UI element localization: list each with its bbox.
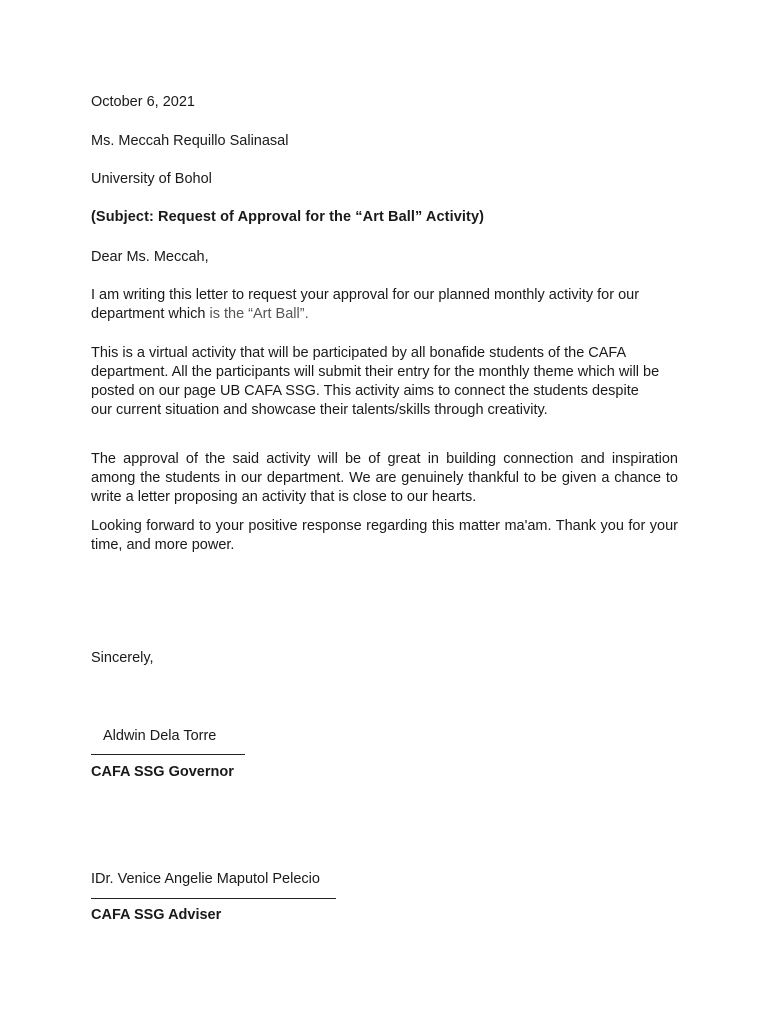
letter-date: October 6, 2021 <box>91 94 195 110</box>
paragraph-3: The approval of the said activity will be of great in building connection and inspiration among the students in our department. We are genuinely thankful to be given a chance to write a letter proposing an activity that is close to our hearts. <box>91 451 678 505</box>
recipient-name: Ms. Meccah Requillo Salinasal <box>91 133 289 149</box>
paragraph-1 <box>91 286 678 324</box>
salutation: Dear Ms. Meccah, <box>91 249 209 265</box>
signatory-1-title: CAFA SSG Governor <box>91 764 234 780</box>
paragraph-4: Looking forward to your positive response regarding this matter ma'am. Thank you for your time, and more power. <box>91 518 678 553</box>
recipient-organization: University of Bohol <box>91 171 212 187</box>
signatory-1-name: Aldwin Dela Torre <box>103 728 217 744</box>
paragraph-1-text: I am writing this letter to request your approval for our planned monthly activity for our department which <box>91 287 640 322</box>
signature-line-1 <box>91 754 245 755</box>
letter-subject: (Subject: Request of Approval for the “Art Ball” Activity) <box>91 209 485 225</box>
signatory-2-name: IDr. Venice Angelie Maputol Pelecio <box>91 871 320 887</box>
paragraph-1-text-end: is the “Art Ball”. <box>209 306 309 322</box>
signatory-2-title: CAFA SSG Adviser <box>91 907 222 923</box>
closing: Sincerely, <box>91 650 154 666</box>
signature-line-2 <box>91 898 336 899</box>
paragraph-2: This is a virtual activity that will be participated by all bonafide students of the CAFA department. All the participants will submit their entry for the monthly theme which will be posted on our page UB CAFA SSG. This activity aims to connect the students despite our current situation and showcase their talents/skills through creativity. <box>91 345 660 418</box>
